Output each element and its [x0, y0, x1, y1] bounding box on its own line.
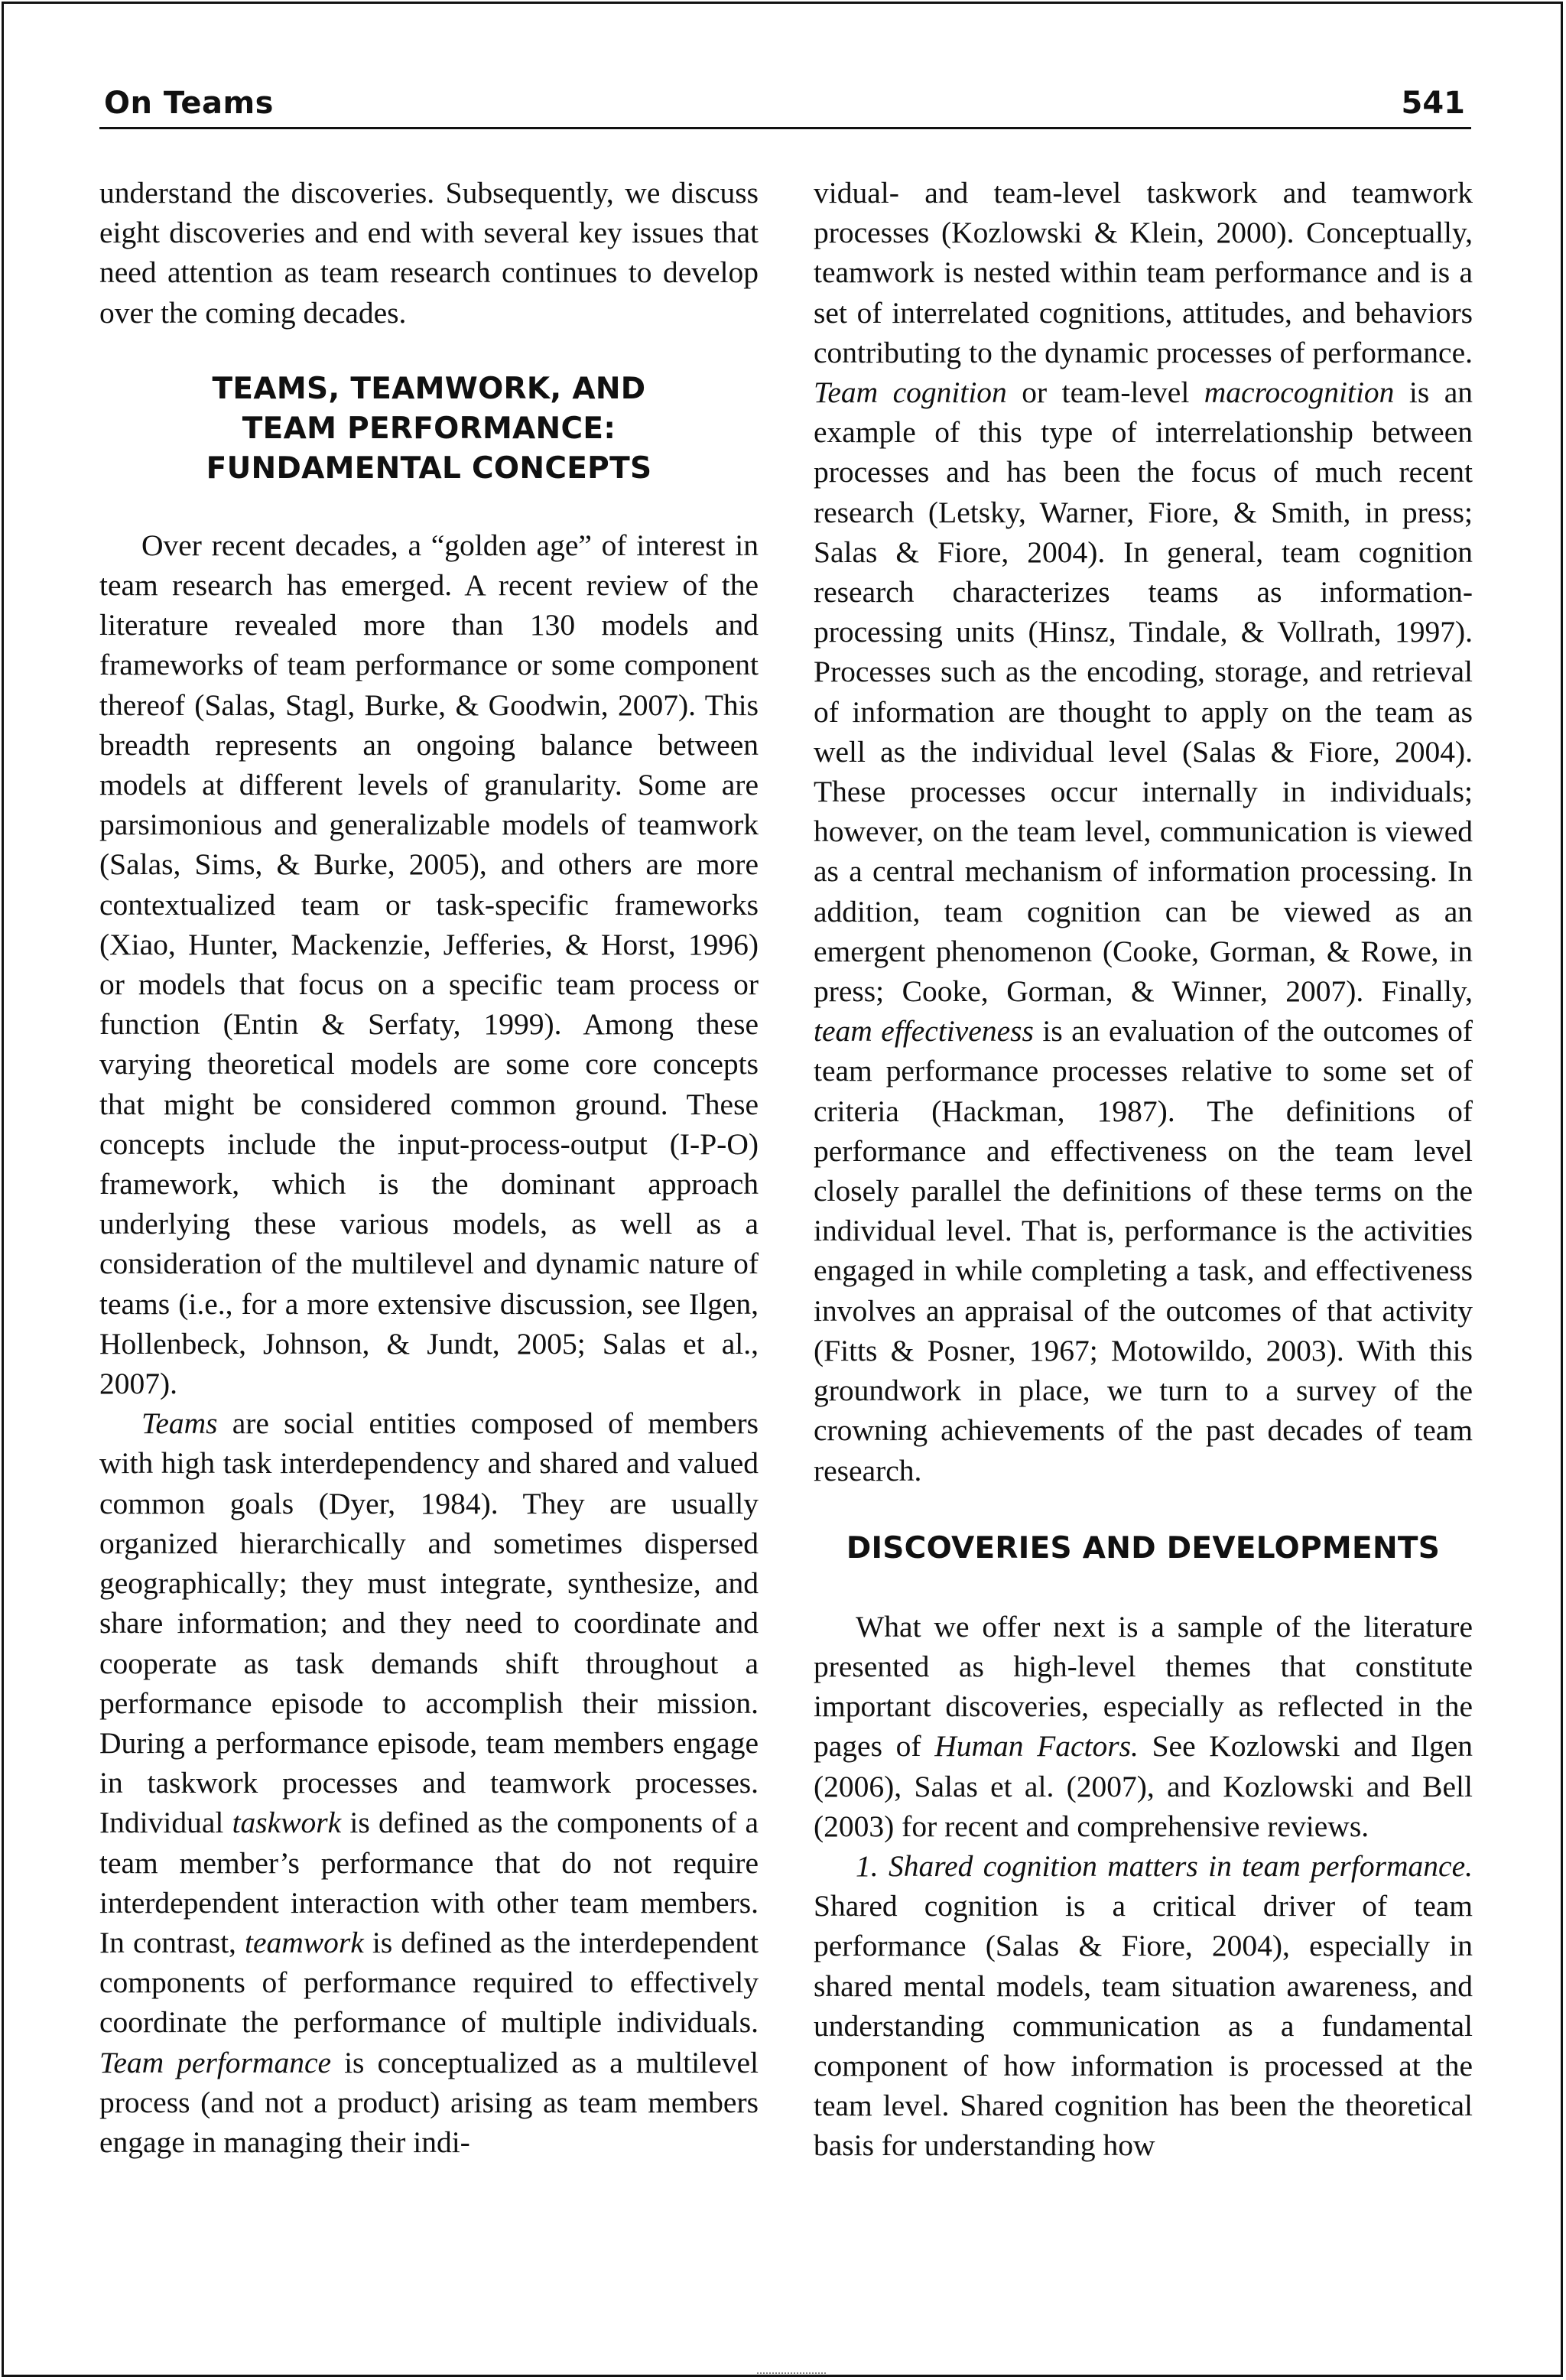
text-run: is an example of this type of interrelationship between processes and has been the focus of much recent research (Letsky, Warner, Fiore, & Smith, in press; Salas & Fiore, 2004). In general, team cognition research characterizes teams as information-processing units (Hinsz, Tindale, & Vollrath, 1997). Processes such as the encoding, storage, and retrieval of information are thought to apply on the team as well as the individual level (Salas & Fiore, 2004). These processes occur internally in individuals; however, on the team level, communication is viewed as a central mechanism of information processing. In addition, team cognition can be viewed as an emergent phenomenon (Cooke, Gorman, & Rowe, in press; Cooke, Gorman, & Winner, 2007). Finally,	[814, 376, 1473, 1009]
text-run: What we offer next is a sample of the literature presented as high-level themes that constitute important discoveries, especially as reflected in the pages of	[814, 1609, 1473, 1764]
text-run: is defined as the components of a team member’s performance that do not require interdependent interaction with other team members. In contrast,	[99, 1806, 759, 1959]
paragraph-sample-literature	[814, 1607, 1473, 1846]
term-teamwork: teamwork	[245, 1925, 364, 1959]
paragraph-golden-age: Over recent decades, a “golden age” of interest in team research has emerged. A recent review of the literature revealed more than 130 models and frameworks of team performance or some component thereof (Salas, Stagl, Burke, & Goodwin, 2007). This breadth represents an ongoing balance between models at different levels of granularity. Some are parsimonious and generalizable models of teamwork (Salas, Sims, & Burke, 2005), and others are more contextualized team or task-specific frameworks (Xiao, Hunter, Mackenzie, Jefferies, & Horst, 1996) or models that focus on a specific team process or function (Entin & Serfaty, 1999). Among these varying theoretical models are some core concepts that might be considered common ground. These concepts include the input-process-output (I-P-O) framework, which is the dominant approach underlying these various models, as well as a consideration of the multilevel and dynamic nature of teams (i.e., for a more extensive discussion, see Ilgen, Hollenbeck, Johnson, & Jundt, 2005; Salas et al., 2007).	[99, 528, 759, 1401]
term-teams: Teams	[141, 1406, 218, 1441]
section-heading-discoveries: DISCOVERIES AND DEVELOPMENTS	[846, 1530, 1441, 1566]
paragraph-teams-definition	[99, 1403, 759, 2162]
term-team-effectiveness: team effectiveness	[814, 1014, 1034, 1049]
paragraph-shared-cognition	[814, 1846, 1473, 2166]
term-team-performance: Team performance	[99, 2045, 332, 2079]
heading-line: TEAMS, TEAMWORK, AND	[212, 371, 646, 406]
text-run: is an evaluation of the outcomes of team performance processes relative to some set of criteria (Hackman, 1987). The definitions of performance and effectiveness on the team level closely parallel the definitions of these terms on the individual level. That is, performance is the activities engaged in while completing a task, and effectiveness involves an appraisal of the outcomes of that activity (Fitts & Posner, 1967; Motowildo, 2003). With this groundwork in place, we turn to a survey of the crowning achievements of the past decades of team research.	[814, 1014, 1473, 1488]
page-number: 541	[1401, 86, 1465, 121]
text-run: vidual- and team-level taskwork and teamwork processes (Kozlowski & Klein, 2000). Conceptually, teamwork is nested within team performance and is a set of interrelated cognitions, attitudes, and behaviors contributing to the dynamic processes of performance.	[814, 176, 1473, 369]
text-run: are social entities composed of members with high task interdependency and shared and valued common goals (Dyer, 1984). They are usually organized hierarchically and sometimes dispersed geographically; they must integrate, synthesize, and share information; and they need to coordinate and cooperate as task demands shift throughout a performance episode to accomplish their mission. During a performance episode, team members engage in taskwork processes and teamwork processes. Individual	[99, 1406, 759, 1840]
text-run: Shared cognition is a critical driver of team performance (Salas & Fiore, 2004), especially in shared mental models, team situation awareness, and understanding communication as a fundamental component of how information is processed at the team level. Shared cognition has been the theoretical basis for understanding how	[814, 1889, 1473, 2163]
left-column	[99, 173, 759, 2162]
term-team-cognition: Team cognition	[814, 376, 1007, 410]
running-header	[99, 80, 1471, 129]
scan-artifact-mark	[757, 2372, 826, 2377]
term-taskwork: taskwork	[232, 1806, 342, 1840]
section-heading-fundamental-concepts	[99, 369, 759, 489]
discovery-1-title: 1. Shared cognition matters in team performance.	[856, 1848, 1473, 1883]
heading-line: FUNDAMENTAL CONCEPTS	[206, 450, 652, 486]
journal-title: Human Factors.	[934, 1729, 1139, 1764]
heading-line: TEAM PERFORMANCE:	[242, 411, 616, 446]
running-title: On Teams	[104, 86, 274, 121]
text-run: is conceptualized as a multilevel process (and not a product) arising as team members engage in managing their indi-	[99, 2045, 759, 2159]
text-run: See Kozlowski and Ilgen (2006), Salas et al. (2007), and Kozlowski and Bell (2003) for recent and comprehensive reviews.	[814, 1729, 1473, 1843]
term-macrocognition: macrocognition	[1204, 376, 1395, 410]
paragraph-team-cognition	[814, 173, 1473, 1491]
text-run: or team-level	[1006, 376, 1204, 410]
paragraph-intro-continuation: understand the discoveries. Subsequently, we discuss eight discoveries and end with several key issues that need attention as team research continues to develop over the coming decades.	[99, 176, 759, 330]
text-run: is defined as the interdependent components of performance required to effectively coordinate the performance of multiple individuals.	[99, 1925, 759, 2040]
right-column	[814, 173, 1473, 2166]
